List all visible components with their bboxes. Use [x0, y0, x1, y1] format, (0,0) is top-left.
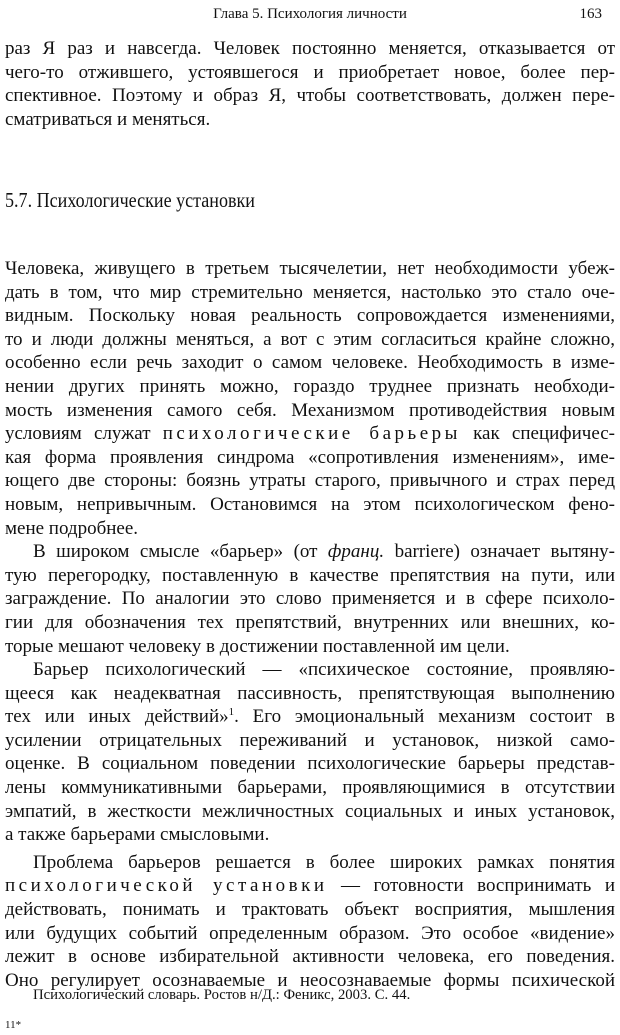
intro-paragraph	[5, 37, 615, 131]
text-line: а также барьерами смысловыми.	[5, 824, 270, 846]
text-line: кая форма проявления синдрома «сопротивления изменениям», име-	[5, 446, 615, 468]
text-line: торые мешают человеку в достижении поставленной им цели.	[5, 635, 510, 657]
text-line: лены коммуникативными барьерами, проявляющимися в отсутствии	[5, 777, 615, 799]
page-number: 163	[579, 6, 602, 22]
text-line: лежит в основе избирательной активности человека, его поведения.	[5, 946, 615, 968]
text-line: психологической установки — готовности воспринимать и	[5, 875, 615, 897]
text-line: спективное. Поэтому и образ Я, чтобы соответствовать, должен пере-	[5, 85, 615, 107]
text-line: эмпатий, в жесткости межличностных социальных и иных установок,	[5, 800, 615, 822]
running-head	[0, 3, 620, 25]
text-line: особенно если речь заходит о самом человеке. Необходимость в изме-	[5, 352, 615, 374]
text-line: гии для обозначения тех препятствий, внутренних или внешних, ко-	[5, 611, 615, 633]
text-line: чего-то отжившего, устоявшегося и приобретает новое, более пер-	[5, 61, 615, 83]
text-line: мость изменения самого себя. Механизмом противодействия новым	[5, 399, 615, 421]
footnote-marker: 1	[228, 706, 235, 719]
text-line: оценке. В социальном поведении психологические барьеры представ-	[5, 753, 615, 775]
text-line: видным. Поскольку новая реальность сопровождается изменениями,	[5, 305, 615, 327]
text-line: или будущих событий определенным образом. Это особое «видение»	[5, 922, 615, 944]
text-line: новым, непривычным. Остановимся на этом психологическом фено-	[5, 493, 615, 515]
italic-term: франц.	[327, 541, 385, 563]
section-heading: 5.7. Психологические установки	[5, 188, 255, 212]
footnote: Психологический словарь. Ростов н/Д.: Феникс, 2003. С. 44.	[33, 987, 411, 1003]
text-line: заграждение. По аналогии это слово применяется и в сфере психоло-	[5, 588, 615, 610]
text-line: дать в том, что мир стремительно меняется, настолько это стало оче-	[5, 281, 615, 303]
text-line: сматриваться и меняться.	[5, 108, 211, 130]
text-line: мене подробнее.	[5, 517, 139, 539]
text-line: В широком смысле «барьер» (от франц. barriere) означает вытяну-	[33, 541, 615, 563]
text-line: щееся как неадекватная пассивность, препятствующая выполнению	[5, 682, 615, 704]
text-line: Человека, живущего в третьем тысячелетии, нет необходимости убеж-	[5, 258, 615, 279]
text-line: раз Я раз и навсегда. Человек постоянно меняется, отказывается от	[5, 38, 615, 59]
signature-mark: 11*	[5, 1019, 22, 1031]
text-line: Оно регулирует осознаваемые и неосознаваемые формы психической	[5, 969, 615, 991]
text-line: то и люди должны меняться, а вот с этим согласиться крайне сложно,	[5, 328, 615, 350]
body-text	[5, 257, 615, 992]
text-line: Проблема барьеров решается в более широких рамках понятия	[33, 851, 615, 873]
text-line: тую перегородку, поставленную в качестве препятствия на пути, или	[5, 564, 615, 586]
spaced-term: психологические барьеры	[162, 423, 461, 445]
text-line: усилении отрицательных переживаний и установок, низкой само-	[5, 729, 615, 751]
spaced-term: психологической установки	[5, 875, 328, 897]
chapter-title: Глава 5. Психология личности	[213, 6, 407, 22]
text-line: Барьер психологический — «психическое состояние, проявляю-	[33, 659, 615, 681]
text-line: нении других принять можно, гораздо труднее признать необходи-	[5, 375, 615, 397]
text-line: условиям служат психологические барьеры как специфичес-	[5, 423, 615, 445]
text-line: действовать, понимать и трактовать объект восприятия, мышления	[5, 899, 615, 921]
text-line: тех или иных действий»$^1$. Его эмоциональный механизм состоит в	[5, 706, 615, 728]
text-line: ющего две стороны: боязнь утраты старого, привычного и страх перед	[5, 470, 615, 492]
